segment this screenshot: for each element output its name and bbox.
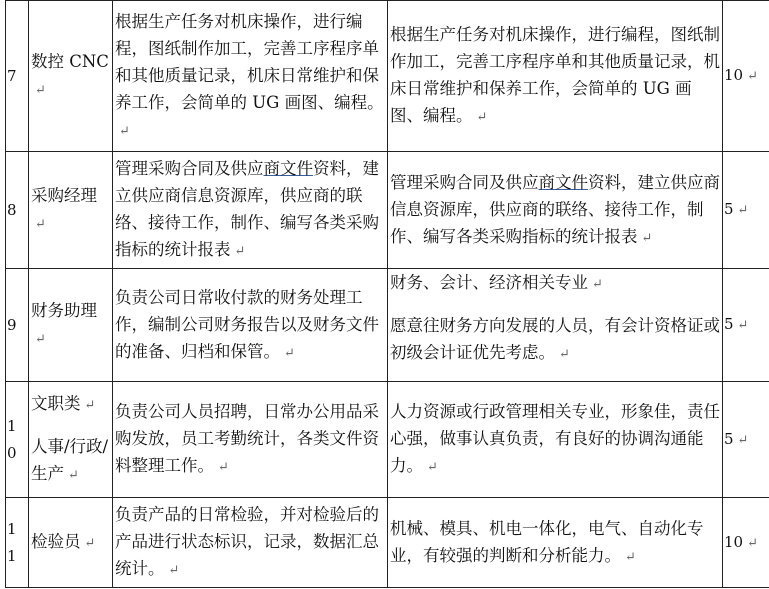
requirement-text: 人力资源或行政管理相关专业，形象佳，责任心强，做事认真负责，有良好的协调沟通能力。 xyxy=(390,402,720,475)
return-mark-icon: ↵ xyxy=(737,203,749,218)
duty-cell xyxy=(113,269,388,382)
return-mark-icon: ↵ xyxy=(35,332,46,347)
duty-cell xyxy=(113,152,388,269)
count-value: 5 xyxy=(724,315,734,333)
requirement-text: 愿意往财务方向发展的人员，有会计资格证或初级会计证优先考虑。 xyxy=(390,316,720,362)
duty-text: 管理采购合同及供应 xyxy=(115,159,264,178)
table-row xyxy=(6,152,769,269)
duty-text: 负责公司日常收付款的财务处理工作，编制公司财务报告以及财务文件的准备、归档和保管。 xyxy=(115,287,379,361)
requirement-text: 财务、会计、经济相关专业 xyxy=(390,273,588,292)
duty-text: 根据生产任务对机床操作，进行编程，图纸制作加工，完善工序程序单和其他质量记录，机床日常维护和保养工作，会简单的 UG 画图、编程。 xyxy=(115,11,384,112)
count-value: 10 xyxy=(724,532,744,551)
position-label: 财务助理 xyxy=(31,301,97,320)
return-mark-icon: ↵ xyxy=(747,535,758,551)
count-cell xyxy=(723,152,769,269)
position-label: 采购经理 xyxy=(31,186,97,205)
position-label: 检验员 xyxy=(31,532,81,551)
return-mark-icon: ↵ xyxy=(119,123,130,139)
requirement-text: 机械、模具、机电一体化，电气、自动化专业，有较强的判断和分析能力。 xyxy=(390,518,704,565)
duty-cell xyxy=(113,498,388,588)
row-number: 8 xyxy=(6,152,29,269)
row-number: 9 xyxy=(6,269,29,382)
position-cell xyxy=(29,269,113,382)
requirement-text: 根据生产任务对机床操作，进行编程，图纸制作加工，完善工序程序单和其他质量记录，机床日常维护和保养工作，会简单的 UG 画图、编程。 xyxy=(390,25,720,125)
requirement-cell xyxy=(388,1,723,152)
return-mark-icon: ↵ xyxy=(641,230,653,246)
requirement-cell xyxy=(388,152,723,269)
return-mark-icon: ↵ xyxy=(218,460,229,475)
duty-cell xyxy=(113,382,388,498)
requirement-text: 资料，建立供应商信息资源库，供应商的联络、接待工作，制作、编写各类采购指标的统计报表 xyxy=(390,172,720,246)
return-mark-icon: ↵ xyxy=(68,468,79,483)
table-row xyxy=(6,1,769,152)
count-value: 5 xyxy=(724,200,734,218)
underlined-text: 商文件 xyxy=(538,172,588,192)
return-mark-icon: ↵ xyxy=(559,347,570,362)
row-number: 10 xyxy=(6,382,29,498)
return-mark-icon: ↵ xyxy=(427,460,438,475)
duty-text: 负责产品的日常检验，并对检验后的产品进行状态标识，记录，数据汇总统计。 xyxy=(115,505,379,578)
return-mark-icon: ↵ xyxy=(476,110,488,125)
return-mark-icon: ↵ xyxy=(168,563,180,578)
return-mark-icon: ↵ xyxy=(625,549,636,565)
return-mark-icon: ↵ xyxy=(35,83,46,98)
count-cell xyxy=(723,269,769,382)
requirement-cell xyxy=(388,382,723,498)
position-cell xyxy=(29,382,113,498)
job-table xyxy=(5,0,769,588)
return-mark-icon: ↵ xyxy=(737,318,749,333)
position-cell xyxy=(29,152,113,269)
return-mark-icon: ↵ xyxy=(84,536,96,551)
return-mark-icon: ↵ xyxy=(84,398,96,413)
count-cell xyxy=(723,498,769,588)
return-mark-icon: ↵ xyxy=(234,244,246,259)
requirement-cell xyxy=(388,498,723,588)
duty-text: 负责公司人员招聘，日常办公用品采购发放，员工考勤统计，各类文件资料整理工作。 xyxy=(115,402,379,475)
position-label: 数控 CNC xyxy=(31,52,109,71)
row-number: 7 xyxy=(6,1,29,152)
underlined-text: 商文件 xyxy=(263,159,313,178)
table-row xyxy=(6,269,769,382)
position-label: 文职类 xyxy=(31,394,81,413)
count-cell xyxy=(723,382,769,498)
duty-cell xyxy=(113,1,388,152)
duty-text: 资料，建立供应商信息资源库，供应商的联络、接待工作，制作、编写各类采购指标的统计报表 xyxy=(115,159,379,259)
count-value: 10 xyxy=(724,66,744,84)
requirement-text: 管理采购合同及供应 xyxy=(390,172,539,192)
position-cell xyxy=(29,498,113,588)
position-cell xyxy=(29,1,113,152)
return-mark-icon: ↵ xyxy=(35,217,46,232)
table-row xyxy=(6,382,769,498)
table-row xyxy=(6,498,769,588)
return-mark-icon: ↵ xyxy=(592,277,603,292)
position-label: 人事/行政/生产 xyxy=(31,437,109,483)
return-mark-icon: ↵ xyxy=(747,69,758,84)
return-mark-icon: ↵ xyxy=(284,345,295,361)
row-number: 11 xyxy=(6,498,29,588)
return-mark-icon: ↵ xyxy=(737,432,749,448)
requirement-cell xyxy=(388,269,723,382)
count-cell xyxy=(723,1,769,152)
count-value: 5 xyxy=(724,429,734,448)
